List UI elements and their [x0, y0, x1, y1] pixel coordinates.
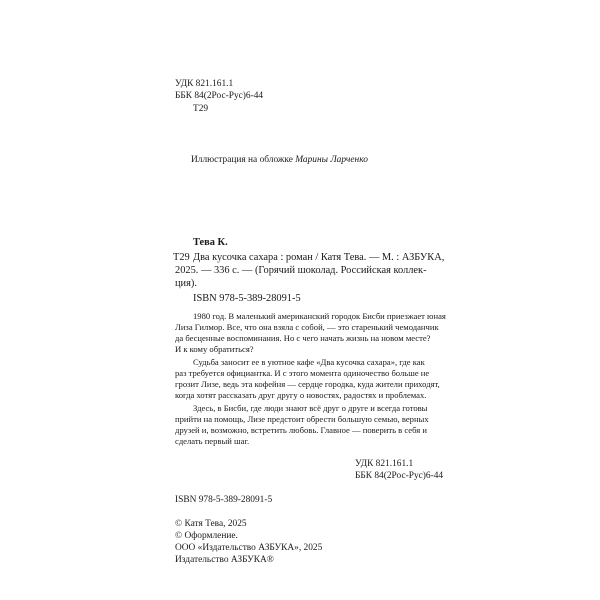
bbk-code: ББК 84(2Рос-Рус)6-44 — [175, 91, 264, 101]
annotation-p1-line-1: 1980 год. В маленький американский городок Бисби приезжает юная — [193, 311, 446, 321]
bib-line-1: Два кусочка сахара : роман / Катя Тева. — М. : АЗБУКА, — [193, 252, 445, 263]
udk-code: УДК 821.161.1 — [175, 79, 234, 89]
annotation-p1-line-3: да бесценные воспоминания. Но с чего начать жизнь на новом месте? — [175, 333, 431, 343]
bib-line-2: 2025. — 336 с. — (Горячий шоколад. Российская коллек- — [175, 265, 427, 276]
bib-line-3: ция). — [175, 278, 197, 289]
annotation-p3-line-4: сделать первый шаг. — [175, 436, 250, 446]
bib-author: Тева К. — [193, 237, 228, 248]
bottom-udk-code: УДК 821.161.1 — [355, 459, 414, 469]
bottom-bbk-code: ББК 84(2Рос-Рус)6-44 — [355, 471, 444, 481]
copyright-isbn: ISBN 978-5-389-28091-5 — [175, 495, 273, 505]
copyright-imprint: Издательство АЗБУКА® — [175, 555, 274, 565]
copyright-author: © Катя Тева, 2025 — [175, 519, 247, 529]
annotation-p3-line-1: Здесь, в Бисби, где люди знают всё друг о друге и всегда готовы — [193, 403, 428, 413]
annotation-p1-line-4: И к кому обратиться? — [175, 344, 254, 354]
annotation-p3-line-3: друзей и, возможно, встретить любовь. Главное — поверить в себя и — [175, 425, 427, 435]
illustrator-name: Марины Ларченко — [295, 155, 368, 165]
annotation-p2-line-1: Судьба заносит ее в уютное кафе «Два кусочка сахара», где как — [193, 357, 425, 367]
copyright-design: © Оформление. — [175, 531, 238, 541]
bib-isbn: ISBN 978-5-389-28091-5 — [193, 293, 301, 304]
author-sign: Т29 — [193, 104, 209, 114]
annotation-p1-line-2: Лиза Гилмор. Все, что она взяла с собой, — это старенький чемоданчик — [175, 322, 439, 332]
copyright-publisher: ООО «Издательство АЗБУКА», 2025 — [175, 543, 323, 553]
annotation-p2-line-3: грозит Лизе, ведь эта кофейня — сердце городка, куда жители приходят, — [175, 379, 440, 389]
illustration-prefix: Иллюстрация на обложке — [191, 155, 296, 165]
annotation-p2-line-2: раз требуется официантка. И с этого момента одиночество больше не — [175, 368, 430, 378]
illustration-credit — [191, 155, 368, 165]
bib-index: Т29 — [173, 252, 190, 263]
annotation-p3-line-2: прийти на помощь, Лизе предстоит обрести большую семью, верных — [175, 414, 429, 424]
annotation-p2-line-4: когда хотят рассказать друг другу о новостях, радостях и проблемах. — [175, 390, 427, 400]
